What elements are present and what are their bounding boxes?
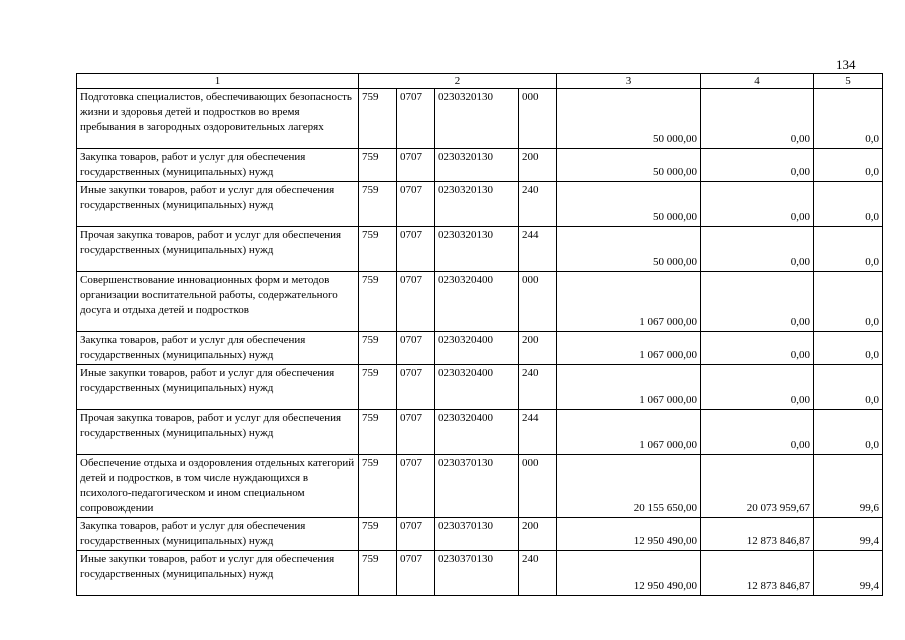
row-section-code: 0707	[397, 332, 435, 365]
row-section-code: 0707	[397, 455, 435, 518]
row-name: Прочая закупка товаров, работ и услуг для обеспечения государственных (муниципальных) нужд	[77, 227, 359, 272]
row-section-code: 0707	[397, 410, 435, 455]
row-name: Иные закупки товаров, работ и услуг для обеспечения государственных (муниципальных) нужд	[77, 182, 359, 227]
row-section-code: 0707	[397, 227, 435, 272]
table-row	[77, 272, 883, 332]
header-col-1: 1	[77, 74, 359, 89]
row-plan-amount: 1 067 000,00	[557, 272, 701, 332]
row-fact-amount: 0,00	[701, 410, 814, 455]
row-expense-type: 240	[519, 551, 557, 596]
row-percent: 0,0	[814, 332, 883, 365]
row-grbs-code: 759	[359, 518, 397, 551]
row-percent: 0,0	[814, 89, 883, 149]
table-row	[77, 551, 883, 596]
row-section-code: 0707	[397, 518, 435, 551]
row-name: Обеспечение отдыха и оздоровления отдельных категорий детей и подростков, в том числе нуждающихся в психолого-педагогическом и ином специальном сопровождении	[77, 455, 359, 518]
row-name: Прочая закупка товаров, работ и услуг для обеспечения государственных (муниципальных) нужд	[77, 410, 359, 455]
row-percent: 99,6	[814, 455, 883, 518]
row-expense-type: 240	[519, 182, 557, 227]
row-section-code: 0707	[397, 182, 435, 227]
row-target-code: 0230320400	[435, 332, 519, 365]
row-fact-amount: 12 873 846,87	[701, 551, 814, 596]
row-target-code: 0230320130	[435, 227, 519, 272]
row-grbs-code: 759	[359, 332, 397, 365]
row-plan-amount: 12 950 490,00	[557, 551, 701, 596]
row-target-code: 0230320400	[435, 365, 519, 410]
row-section-code: 0707	[397, 365, 435, 410]
row-percent: 0,0	[814, 227, 883, 272]
row-percent: 0,0	[814, 365, 883, 410]
row-percent: 0,0	[814, 410, 883, 455]
row-name: Закупка товаров, работ и услуг для обеспечения государственных (муниципальных) нужд	[77, 149, 359, 182]
row-percent: 0,0	[814, 182, 883, 227]
row-grbs-code: 759	[359, 89, 397, 149]
row-grbs-code: 759	[359, 272, 397, 332]
row-grbs-code: 759	[359, 455, 397, 518]
header-col-2: 2	[359, 74, 557, 89]
row-plan-amount: 12 950 490,00	[557, 518, 701, 551]
table-row	[77, 410, 883, 455]
row-fact-amount: 0,00	[701, 227, 814, 272]
row-expense-type: 240	[519, 365, 557, 410]
row-fact-amount: 12 873 846,87	[701, 518, 814, 551]
header-col-4: 4	[701, 74, 814, 89]
row-target-code: 0230370130	[435, 551, 519, 596]
row-plan-amount: 50 000,00	[557, 89, 701, 149]
row-plan-amount: 50 000,00	[557, 182, 701, 227]
row-percent: 0,0	[814, 149, 883, 182]
row-target-code: 0230320400	[435, 410, 519, 455]
row-name: Совершенствование инновационных форм и методов организации воспитательной работы, содержательного досуга и отдыха детей и подростков	[77, 272, 359, 332]
row-plan-amount: 50 000,00	[557, 227, 701, 272]
row-fact-amount: 0,00	[701, 332, 814, 365]
table-row	[77, 149, 883, 182]
row-expense-type: 200	[519, 149, 557, 182]
row-section-code: 0707	[397, 272, 435, 332]
row-plan-amount: 50 000,00	[557, 149, 701, 182]
row-grbs-code: 759	[359, 227, 397, 272]
row-target-code: 0230370130	[435, 455, 519, 518]
row-expense-type: 000	[519, 455, 557, 518]
page-number: 134	[836, 57, 856, 72]
header-col-3: 3	[557, 74, 701, 89]
row-grbs-code: 759	[359, 182, 397, 227]
row-grbs-code: 759	[359, 551, 397, 596]
row-section-code: 0707	[397, 89, 435, 149]
header-row	[77, 74, 883, 89]
row-target-code: 0230320130	[435, 89, 519, 149]
row-plan-amount: 20 155 650,00	[557, 455, 701, 518]
row-grbs-code: 759	[359, 149, 397, 182]
row-target-code: 0230320400	[435, 272, 519, 332]
row-plan-amount: 1 067 000,00	[557, 332, 701, 365]
row-expense-type: 244	[519, 410, 557, 455]
table-row	[77, 455, 883, 518]
row-expense-type: 000	[519, 272, 557, 332]
row-fact-amount: 0,00	[701, 89, 814, 149]
row-expense-type: 200	[519, 332, 557, 365]
budget-report-table	[76, 73, 883, 596]
row-percent: 99,4	[814, 551, 883, 596]
header-col-5: 5	[814, 74, 883, 89]
table-row	[77, 182, 883, 227]
row-grbs-code: 759	[359, 365, 397, 410]
row-fact-amount: 0,00	[701, 149, 814, 182]
row-expense-type: 244	[519, 227, 557, 272]
row-target-code: 0230320130	[435, 182, 519, 227]
row-section-code: 0707	[397, 551, 435, 596]
row-fact-amount: 20 073 959,67	[701, 455, 814, 518]
row-grbs-code: 759	[359, 410, 397, 455]
row-name: Иные закупки товаров, работ и услуг для обеспечения государственных (муниципальных) нужд	[77, 551, 359, 596]
table-row	[77, 332, 883, 365]
row-target-code: 0230370130	[435, 518, 519, 551]
row-expense-type: 200	[519, 518, 557, 551]
row-percent: 0,0	[814, 272, 883, 332]
table-row	[77, 365, 883, 410]
row-name: Закупка товаров, работ и услуг для обеспечения государственных (муниципальных) нужд	[77, 332, 359, 365]
row-plan-amount: 1 067 000,00	[557, 365, 701, 410]
row-percent: 99,4	[814, 518, 883, 551]
row-name: Иные закупки товаров, работ и услуг для обеспечения государственных (муниципальных) нужд	[77, 365, 359, 410]
row-fact-amount: 0,00	[701, 365, 814, 410]
table-row	[77, 89, 883, 149]
row-section-code: 0707	[397, 149, 435, 182]
table-row	[77, 518, 883, 551]
row-fact-amount: 0,00	[701, 272, 814, 332]
row-name: Закупка товаров, работ и услуг для обеспечения государственных (муниципальных) нужд	[77, 518, 359, 551]
row-plan-amount: 1 067 000,00	[557, 410, 701, 455]
row-name: Подготовка специалистов, обеспечивающих безопасность жизни и здоровья детей и подростков во время пребывания в загородных оздоровительных лагерях	[77, 89, 359, 149]
row-expense-type: 000	[519, 89, 557, 149]
table-body	[77, 74, 883, 596]
table-row	[77, 227, 883, 272]
row-fact-amount: 0,00	[701, 182, 814, 227]
row-target-code: 0230320130	[435, 149, 519, 182]
